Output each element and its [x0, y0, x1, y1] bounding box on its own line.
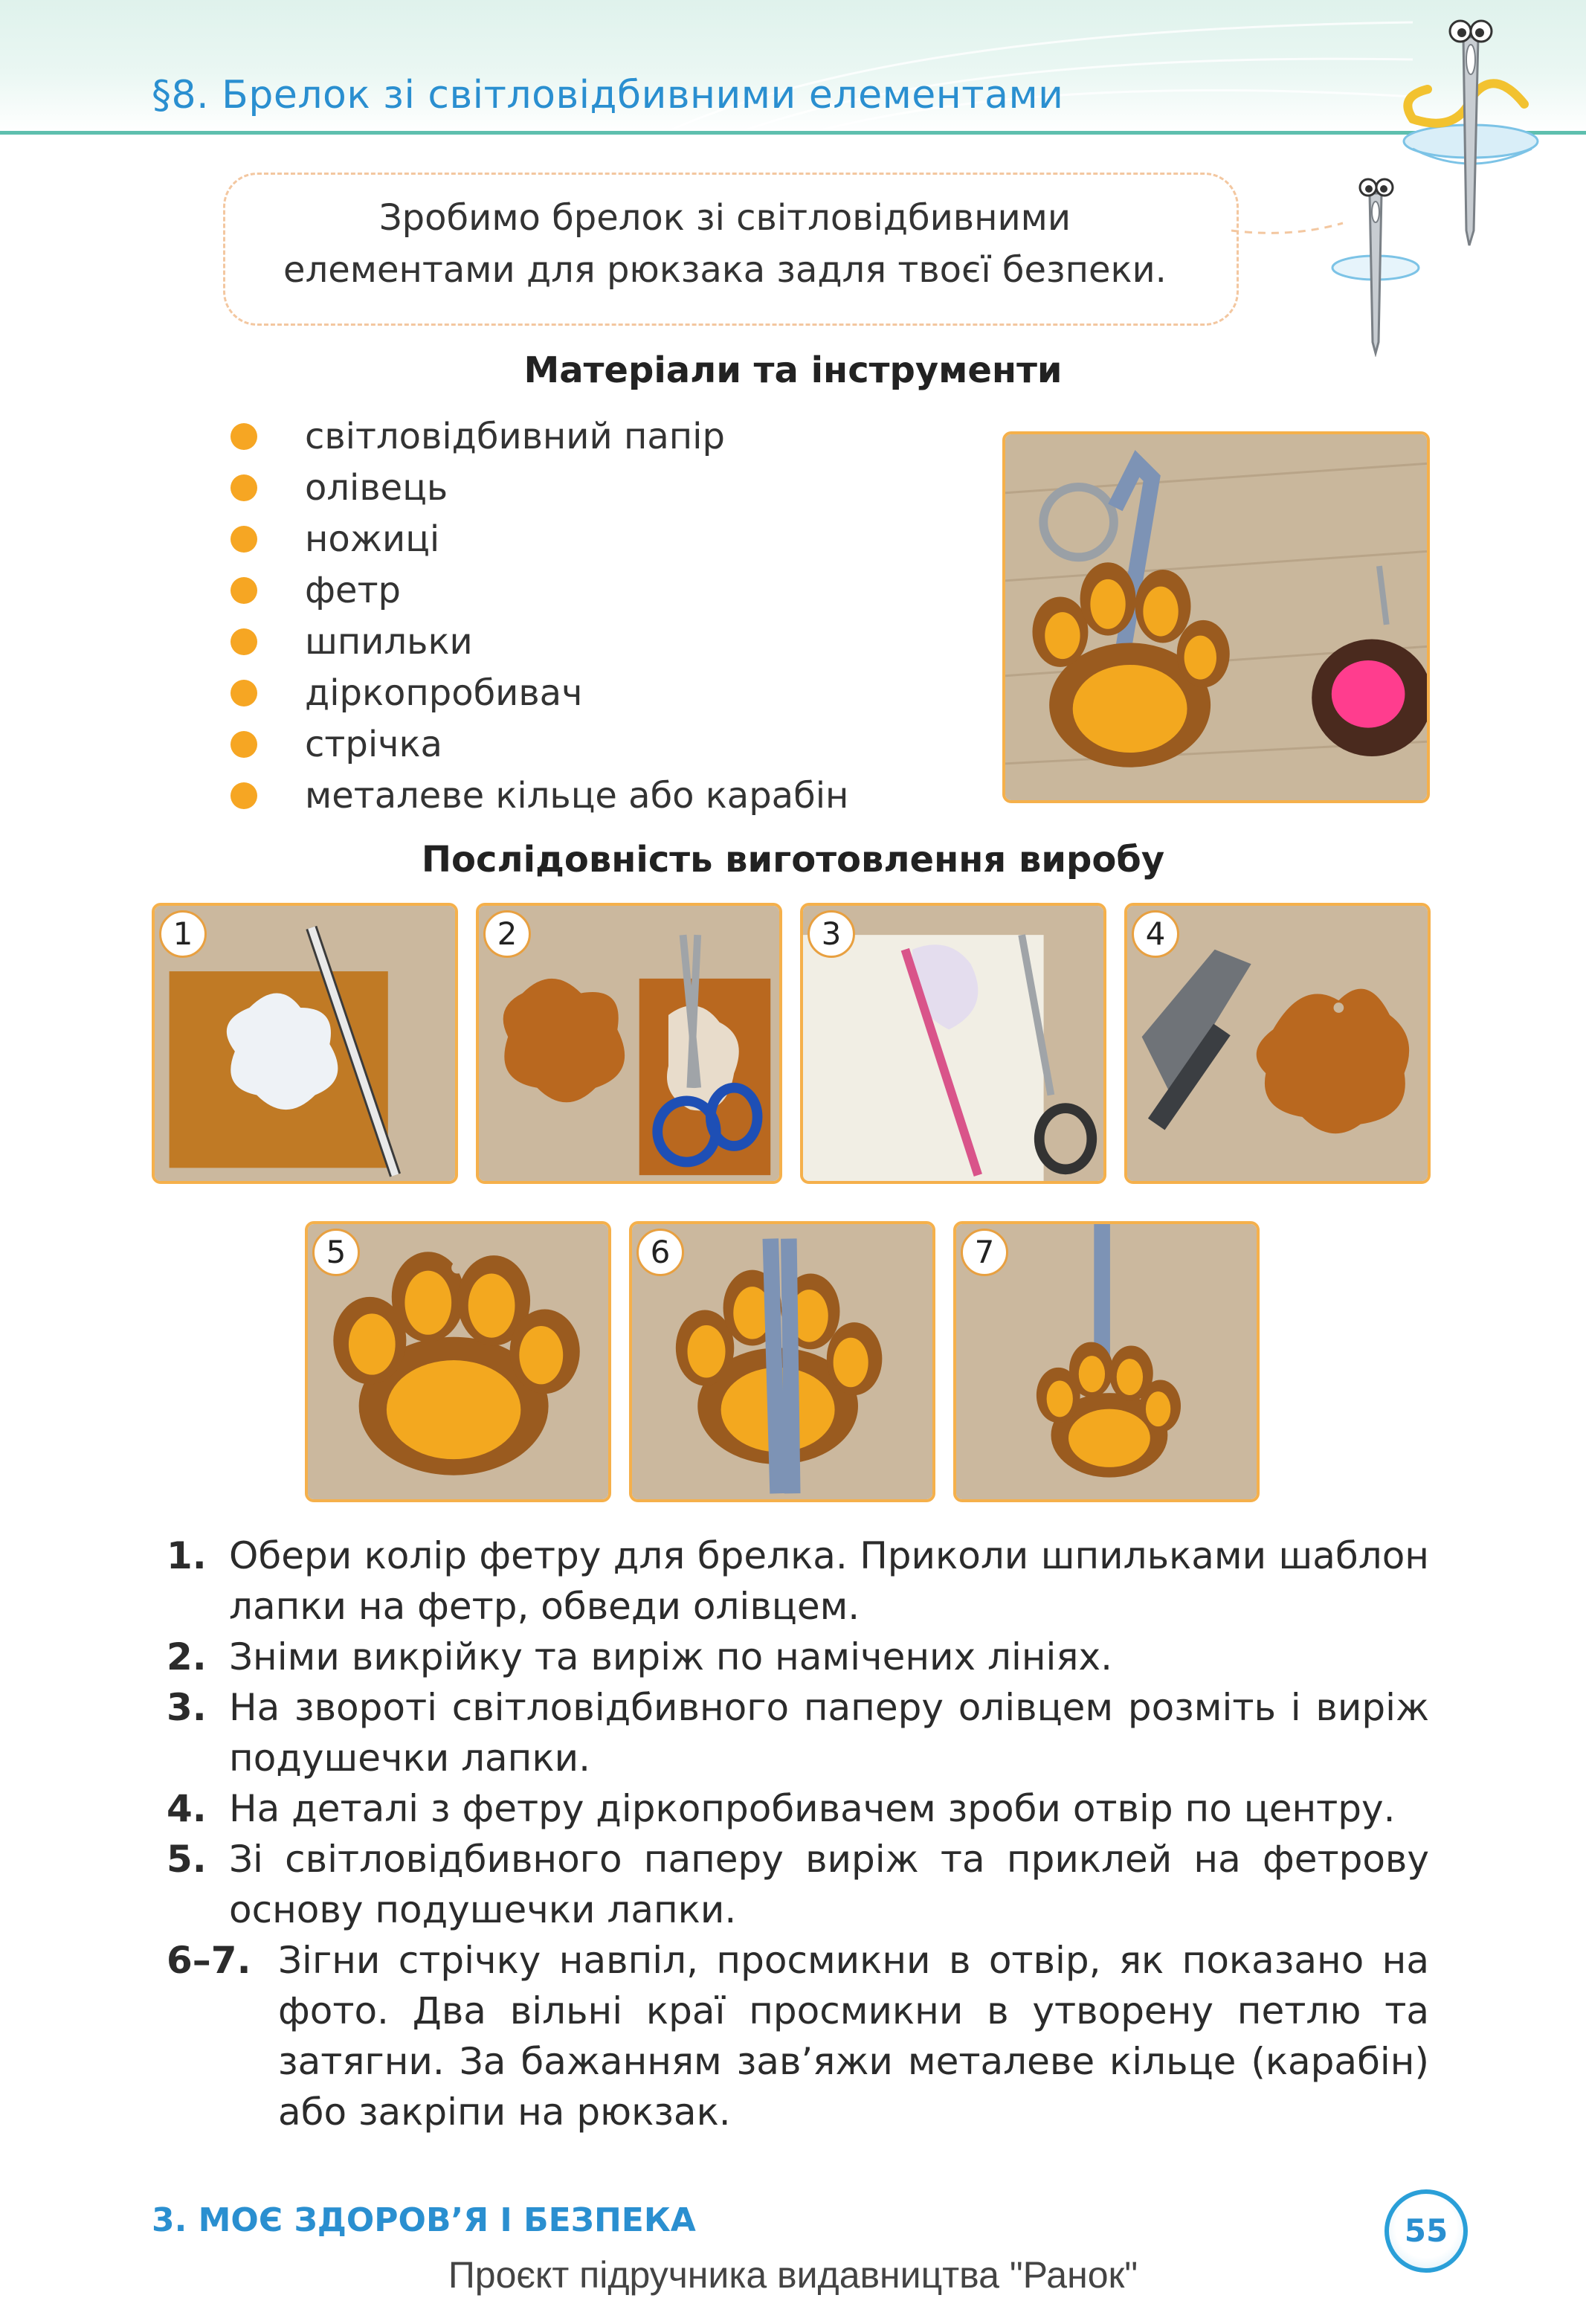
- list-item: [167, 1834, 1429, 1935]
- list-item: [231, 462, 848, 513]
- step-number-badge: 6: [636, 1229, 684, 1276]
- step-number: 2.: [167, 1635, 207, 1678]
- header-divider: [0, 131, 1586, 135]
- material-label: олівець: [305, 466, 448, 509]
- material-label: стрічка: [305, 723, 442, 765]
- bullet-icon: [231, 628, 257, 655]
- step-photo-7: [953, 1221, 1260, 1502]
- step-number: 4.: [167, 1787, 207, 1830]
- list-item: [231, 718, 848, 770]
- step-text: Зігни стрічку навпіл, просмикни в отвір, як показано на фото. Два вільні краї просмикни в утворену петлю та затягни. За бажанням зав’яжи металеве кільце (карабін) або закріпи на рюкзак.: [278, 1939, 1429, 2134]
- step-text: На звороті світловідбивного паперу олівцем розміть і виріж подушечки лапки.: [229, 1686, 1429, 1780]
- step-number-badge: 5: [312, 1229, 360, 1276]
- step-text: Обери колір фетру для брелка. Приколи шпильками шаблон лапки на фетр, обведи олівцем.: [229, 1534, 1429, 1628]
- bullet-icon: [231, 526, 257, 553]
- step-number-badge: 4: [1132, 910, 1179, 958]
- list-item: [231, 513, 848, 564]
- step-number-badge: 1: [159, 910, 207, 958]
- footer-section-title: 3. МОЄ ЗДОРОВ’Я І БЕЗПЕКА: [152, 2201, 696, 2239]
- bullet-icon: [231, 577, 257, 604]
- step-photo-2: [476, 903, 782, 1184]
- material-label: металеве кільце або карабін: [305, 774, 849, 817]
- page-number: 55: [1384, 2189, 1468, 2273]
- materials-heading: Матеріали та інструменти: [523, 350, 1063, 391]
- step-number: 1.: [167, 1534, 207, 1577]
- finished-keychains-photo: [1002, 431, 1430, 803]
- bullet-icon: [231, 423, 257, 450]
- list-item: [167, 1632, 1429, 1682]
- step-text: На деталі з фетру діркопробивачем зроби отвір по центру.: [229, 1787, 1396, 1830]
- intro-line-2: елементами для рюкзака задля твоєї безпеки.: [283, 249, 1167, 291]
- list-item: [167, 1530, 1429, 1632]
- bullet-icon: [231, 680, 257, 706]
- step-number: 5.: [167, 1838, 207, 1881]
- list-item: [231, 564, 848, 616]
- step-text: Зніми викрійку та виріж по намічених лініях.: [229, 1635, 1112, 1678]
- material-label: фетр: [305, 569, 401, 611]
- list-item: [167, 1682, 1429, 1783]
- step-photo-4: [1124, 903, 1431, 1184]
- material-label: світловідбивний папір: [305, 415, 725, 457]
- step-photo-3: [800, 903, 1106, 1184]
- material-label: шпильки: [305, 620, 473, 663]
- small-needle-icon: [1316, 171, 1428, 357]
- bullet-icon: [231, 782, 257, 809]
- list-item: [231, 667, 848, 718]
- bullet-icon: [231, 731, 257, 758]
- step-text: Зі світловідбивного паперу виріж та приклей на фетрову основу подушечки лапки.: [229, 1838, 1429, 1931]
- footer-note: Проєкт підручника видавництва "Ранок": [448, 2254, 1138, 2296]
- materials-list: [231, 411, 848, 821]
- step-number: 3.: [167, 1686, 207, 1729]
- step-number-badge: 3: [807, 910, 855, 958]
- step-number-badge: 2: [483, 910, 531, 958]
- list-item: [231, 616, 848, 667]
- bullet-icon: [231, 474, 257, 501]
- list-item: [231, 411, 848, 462]
- step-number-badge: 7: [961, 1229, 1008, 1276]
- list-item: [231, 770, 848, 821]
- step-photo-1: [152, 903, 458, 1184]
- step-photo-6: [629, 1221, 935, 1502]
- intro-text: [231, 192, 1219, 296]
- section-title: §8. Брелок зі світловідбивними елементами: [152, 73, 1064, 118]
- intro-line-1: Зробимо брелок зі світловідбивними: [378, 197, 1071, 239]
- material-label: діркопробивач: [305, 672, 583, 714]
- sequence-heading: Послідовність виготовлення виробу: [421, 839, 1165, 881]
- list-item: [167, 1935, 1429, 2137]
- material-label: ножиці: [305, 518, 440, 560]
- step-number: 6–7.: [167, 1939, 251, 1982]
- instructions-list: [167, 1530, 1429, 2137]
- step-photo-5: [305, 1221, 611, 1502]
- list-item: [167, 1783, 1429, 1834]
